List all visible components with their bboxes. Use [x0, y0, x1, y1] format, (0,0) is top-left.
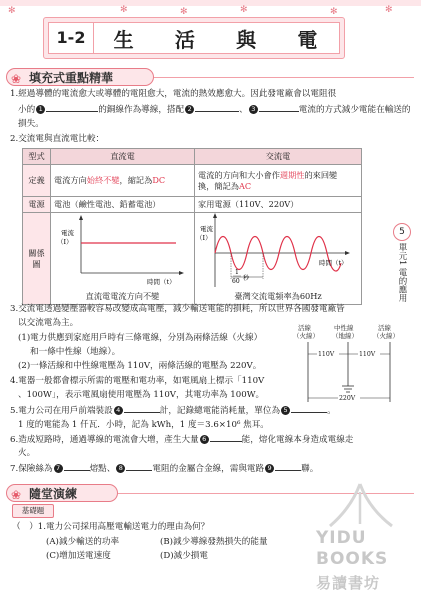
dc-definition: 電流方向始終不變，縮記為DC — [51, 165, 195, 197]
table-header: 交流電 — [195, 149, 362, 165]
top-decoration — [0, 0, 421, 16]
chapter-number: 1-2 — [49, 23, 94, 53]
flower-icon: ❀ — [11, 488, 22, 502]
title-char: 生 — [113, 27, 136, 52]
row-label: 定義 — [23, 165, 51, 197]
blank-number: 9 — [265, 464, 274, 473]
item3-line1: 3.交流電透過變壓器較容易改變成高電壓，減少輸送電能的損耗，所以世界各國發電廠皆 — [10, 304, 345, 314]
basic-label: 基礎題 — [12, 504, 54, 518]
watermark-text: BOOKS — [316, 549, 389, 569]
item3-sub1a: (1)電力供應到家庭用戶時有三條電線，分別為兩條活線（火線） — [18, 333, 263, 343]
row-label: 關係圖 — [23, 213, 51, 305]
table-header: 直流電 — [51, 149, 195, 165]
option-c: (C)增加送電速度 — [46, 551, 111, 561]
ac-graph-period-unit: 秒 — [243, 275, 250, 282]
blank-number: 5 — [281, 406, 290, 415]
svg-text:✻: ✻ — [8, 6, 16, 16]
blank-number: 1 — [36, 105, 45, 114]
svg-text:（火線）: （火線） — [373, 332, 399, 340]
flower-icon: ❀ — [11, 72, 22, 86]
item5-line2: 1 度的電能為 1 仟瓦．小時，記為 kWh，1 度＝3.6×10⁶ 焦耳。 — [18, 420, 269, 430]
section-heading-practice — [6, 484, 118, 502]
dc-current-graph — [51, 213, 191, 293]
dc-ac-comparison-table — [22, 148, 362, 305]
ac-graph-ylabel: 電流 — [200, 225, 213, 233]
ac-graph-cell — [195, 213, 362, 305]
blank-number: 7 — [54, 464, 63, 473]
dc-graph-cell — [51, 213, 195, 305]
item1-line1: 1.經過導體的電流愈大或導體的電阻愈大，電流的熱效應愈大。因此發電廠會以電阻很 — [10, 89, 337, 99]
svg-text:（地線）: （地線） — [332, 332, 358, 340]
watermark-text: YIDU — [316, 528, 367, 548]
section-heading-text: 填充式重點精華 — [29, 71, 114, 85]
dc-graph-ylabel: （I） — [57, 238, 73, 246]
svg-text:110V: 110V — [359, 351, 376, 358]
title-char: 活 — [174, 27, 197, 52]
ac-graph-ylabel: （I） — [196, 234, 212, 242]
chapter-title — [43, 17, 345, 59]
svg-text:活線: 活線 — [378, 324, 391, 332]
svg-text:110V: 110V — [318, 351, 335, 358]
title-char: 與 — [236, 27, 259, 52]
dc-graph-ylabel: 電流 — [61, 229, 75, 237]
item2-heading: 2.交流電與直流電比較： — [10, 134, 105, 144]
unit-title: 單元1 電的應用 — [397, 243, 407, 303]
question-1-stem: （ ）1.電力公司採用高壓電輸送電力的理由為何？ — [12, 522, 210, 532]
item4-line2: 、100W」，表示電風扇使用電壓為 110V，其電功率為 100W。 — [18, 390, 265, 400]
item3-line2: 以交流電為主。 — [18, 318, 79, 328]
section-heading-text: 隨堂演練 — [29, 487, 78, 501]
item1-line3: 損失。 — [18, 119, 44, 129]
svg-text:✻: ✻ — [385, 5, 393, 15]
table-header: 型式 — [23, 149, 51, 165]
item5-line1: 5.電力公司在用戶前端裝設 4 計，記錄總電能消耗量，單位為 5 。 — [10, 403, 336, 418]
svg-text:✻: ✻ — [120, 5, 128, 15]
item1-line2: 小的 1 的銅線作為導線，搭配 2 、 3 電流的方式減少電能在輸送的 — [18, 102, 411, 117]
ac-graph-xlabel: 時間（t） — [319, 259, 348, 267]
dc-source: 電池（鹼性電池、鉛蓄電池） — [51, 197, 195, 213]
dc-graph-xlabel: 時間（t） — [147, 278, 176, 286]
three-wire-diagram — [290, 322, 412, 406]
ac-definition: 電流的方向和大小會作週期性的來回變 換，簡記為AC — [195, 165, 362, 197]
item3-sub1b: 和一條中性線（地線）。 — [30, 347, 121, 357]
ac-current-graph — [195, 213, 361, 293]
unit-sidebar — [391, 223, 413, 313]
section-divider — [154, 77, 414, 78]
unit-number: 5 — [393, 223, 411, 241]
item6-line2: 火。 — [18, 448, 36, 458]
ac-graph-period-bottom: 60 — [232, 278, 240, 285]
row-label: 電源 — [23, 197, 51, 213]
item4-line1: 4.電器一般都會標示所需的電壓和電功率，如電風扇上標示「110V — [10, 376, 265, 386]
svg-text:（火線）: （火線） — [293, 332, 319, 340]
svg-text:中性線: 中性線 — [334, 324, 354, 332]
option-a: (A)減少輸送的功率 — [46, 537, 120, 547]
svg-text:✻: ✻ — [240, 5, 248, 15]
blank-number: 3 — [249, 105, 258, 114]
ac-graph-period-top: 1 — [235, 269, 239, 276]
svg-text:✻: ✻ — [330, 7, 338, 16]
option-d: (D)減少損電 — [160, 551, 208, 561]
item7-line1: 7.保險絲為 7 熔點、 8 電阻的金屬合金線，需與電路 9 聯。 — [10, 461, 318, 476]
ac-source: 家用電源（110V、220V） — [195, 197, 362, 213]
blank-number: 4 — [114, 406, 123, 415]
blank-number: 2 — [185, 105, 194, 114]
svg-text:活線: 活線 — [298, 324, 311, 332]
blank-number: 8 — [116, 464, 125, 473]
svg-text:220V: 220V — [339, 395, 356, 402]
section-heading-key-points — [6, 68, 154, 86]
item6-line1: 6.造成短路時，通過導線的電流會大增，產生大量 6 能，熔化電線本身造成電線走 — [10, 432, 353, 447]
option-b: (B)減少導線發熱損失的能量 — [160, 537, 268, 547]
watermark-text: 易讀書坊 — [316, 574, 381, 592]
title-char: 電 — [297, 27, 320, 52]
ac-graph-caption: 臺灣交流電頻率為60Hz — [234, 291, 322, 301]
item3-sub2: (2)一條活線和中性線電壓為 110V，兩條活線的電壓為 220V。 — [18, 361, 262, 371]
dc-graph-caption: 直流電電流方向不變 — [85, 291, 160, 301]
svg-text:✻: ✻ — [180, 7, 188, 16]
blank-number: 6 — [200, 435, 209, 444]
